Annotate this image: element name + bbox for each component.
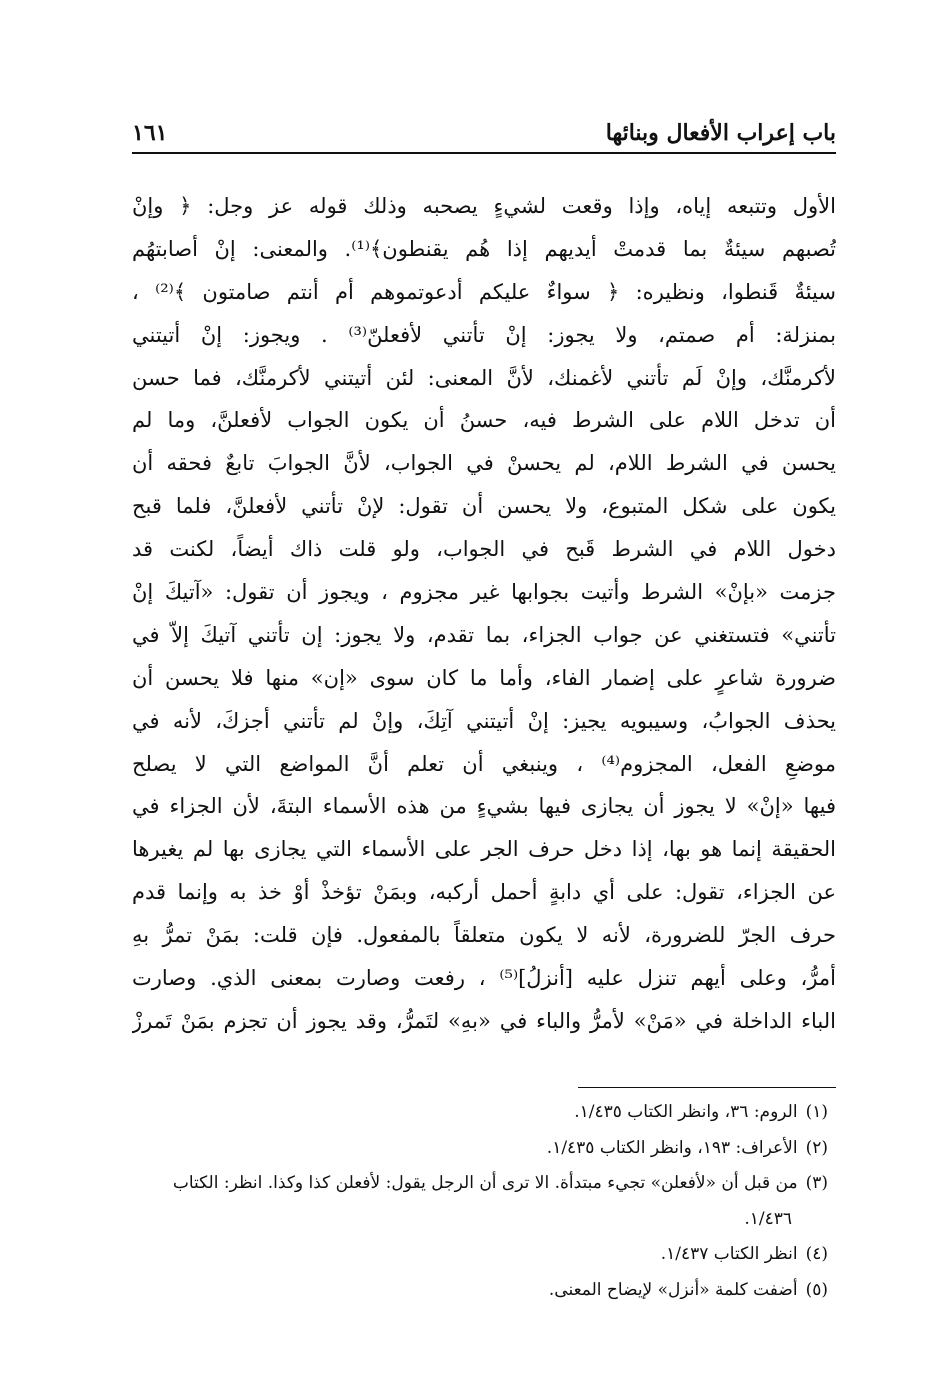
text-line: فيها «إنْ» لا يجوز أن يجازى فيها بشيءٍ من هذه الأسماء البتةَ، لأن الجزاء في [132, 794, 836, 819]
body-text [132, 185, 836, 1043]
footnote-number: (١) [805, 1102, 828, 1122]
text-line: بمنزلة: أم صمتم، ولا يجوز: إنْ تأتني لأفعلنّ⁽³⁾ . ويجوز: إنْ أتيتني [132, 322, 836, 347]
footnote-number: (٣) [805, 1173, 828, 1193]
footnote-text: انظر الكتاب ١/٤٣٧. [660, 1244, 798, 1264]
footnote-continuation [138, 1202, 828, 1238]
footnote [138, 1273, 828, 1309]
footnote-number: (٢) [805, 1137, 828, 1158]
text-line: جزمت «بإنْ» الشرط وأتيت بجوابها غير مجزوم ، ويجوز أن تقول: «آتيكَ إنْ [132, 580, 836, 605]
footnote-text: ١/٤٣٦. [744, 1208, 792, 1229]
page-number: ١٦١ [132, 120, 168, 146]
text-line: لأكرمنَّك، وإنْ لَم تأتني لأغمنك، لأنَّ المعنى: لئن أتيتني لأكرمنَّك، فما حسن [132, 365, 836, 390]
text-line: تأتني» فتستغني عن جواب الجزاء، بما تقدم، ولا يجوز: إن تأتني آتيكَ إلاّ في [132, 622, 836, 647]
text-line: يحذف الجوابُ، وسيبويه يجيز: إنْ أتيتني آتِكَ، وإنْ لم تأتني أجزكَ، لأنه في [132, 708, 836, 733]
text-line: أمرُّ، وعلى أيهم تنزل عليه [أنزلُ]⁽⁵⁾ ، رفعت وصارت بمعنى الذي. وصارت [132, 966, 836, 991]
footnote-text: من قبل أن «لأفعلن» تجيء مبتدأة. الا ترى أن الرجل يقول: لأفعلن كذا وكذا. انظر: الكتاب [172, 1173, 798, 1193]
text-line: موضعِ الفعل، المجزوم⁽⁴⁾ ، وينبغي أن تعلم أنَّ المواضع التي لا يصلح [132, 751, 836, 776]
header-rule [132, 152, 836, 154]
running-head [132, 118, 836, 154]
footnote [138, 1237, 828, 1273]
footnote-text: الأعراف: ١٩٣، وانظر الكتاب ١/٤٣٥. [546, 1137, 798, 1158]
text-line: عن الجزاء، تقول: على أي دابةٍ أحمل أركبه، وبمَنْ تؤخذْ أوْ خذ به وإنما قدم [132, 880, 836, 905]
text-line: الأول وتتبعه إياه، وإذا وقعت لشيءٍ يصحبه وذلك قوله عز وجل: ﴿ وإنْ [132, 194, 836, 218]
text-line: دخول اللام في الشرط قَبح في الجواب، ولو قلت ذاك أيضاً، لكنت قد [132, 537, 836, 562]
text-line: حرف الجرّ للضرورة، لأنه لا يكون متعلقاً بالمفعول. فإن قلت: بمَنْ تمرُّ بهِ [132, 923, 836, 948]
chapter-title: باب إعراب الأفعال وبنائها [605, 120, 836, 146]
footnote-text: الروم: ٣٦، وانظر الكتاب ١/٤٣٥. [574, 1102, 798, 1122]
footnotes [138, 1095, 828, 1308]
text-line: الباء الداخلة في «مَنْ» لأمرُّ والباء في «بهِ» لتَمرُّ، وقد يجوز أن تجزم بمَنْ تَمرزْ [132, 1008, 836, 1033]
footnote-separator [578, 1087, 836, 1088]
footnote-number: (٥) [805, 1279, 828, 1300]
footnote [138, 1095, 828, 1131]
footnote [138, 1166, 828, 1202]
footnote [138, 1131, 828, 1167]
text-line: سيئةٌ قَنطوا، ونظيره: ﴿ سواءٌ عليكم أدعوتموهم أم أنتم صامتون ﴾⁽²⁾ ، [132, 279, 836, 304]
text-line: تُصبهم سيئةٌ بما قدمتْ أيديهم إذا هُم يقنطون﴾⁽¹⁾. والمعنى: إنْ أصابتهُم [132, 236, 836, 261]
text-line: الحقيقة إنما هو بها، إذا دخل حرف الجر على الأسماء التي يجازى بها لم يغيرها [132, 837, 836, 862]
text-line: يحسن في الشرط اللام، لم يحسنْ في الجواب، لأنَّ الجوابَ تابعٌ فحقه أن [132, 451, 836, 476]
footnote-text: أضفت كلمة «أنزل» لإيضاح المعنى. [548, 1279, 798, 1300]
text-line: يكون على شكل المتبوع، ولا يحسن أن تقول: لإنْ تأتني لأفعلنَّ، فلما قبح [132, 494, 836, 519]
footnote-number: (٤) [805, 1244, 828, 1264]
text-line: ضرورة شاعرٍ على إضمار الفاء، وأما ما كان سوى «إن» منها فلا يحسن أن [132, 665, 836, 690]
text-line: أن تدخل اللام على الشرط فيه، حسنُ أن يكون الجواب لأفعلنَّ، وما لم [132, 408, 836, 433]
